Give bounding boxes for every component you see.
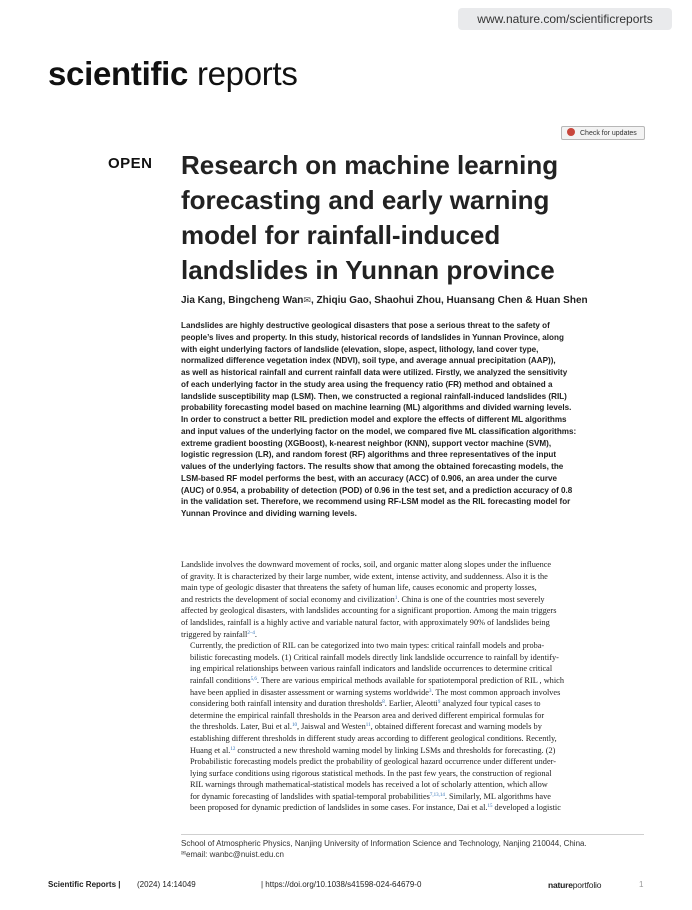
body-line xyxy=(190,687,644,699)
abstract-line: Yunnan Province and dividing warning levels. xyxy=(181,509,357,518)
body-text: developed a logistic xyxy=(492,803,561,813)
body-line xyxy=(190,710,644,722)
body-text: of landslides, rainfall is a highly active and variable natural factor, with approximately 90% of landslides being xyxy=(181,617,550,627)
article-body xyxy=(181,559,644,814)
authors-before: Jia Kang, Bingcheng Wan xyxy=(181,295,304,306)
body-line xyxy=(190,640,644,652)
body-text: constructed a new threshold warning model by linking LSMs and thresholds for forecasting. (2) xyxy=(235,745,556,755)
body-text: of gravity. It is characterized by their large number, wide extent, intense activity, and suddenness. Also it is the xyxy=(181,571,548,581)
body-text: . There are various empirical methods available for spatiotemporal prediction of RIL , which xyxy=(256,675,564,685)
body-line xyxy=(190,756,644,768)
body-text: ing empirical relationships between various rainfall indicators and landslide occurrences to determine critical xyxy=(190,664,553,674)
body-line xyxy=(190,802,644,814)
abstract-line: probability forecasting model based on machine learning (ML) algorithms and divided warning levels. xyxy=(181,403,572,413)
abstract-line: Landslides are highly destructive geological disasters that pose a serious threat to the safety of xyxy=(181,321,550,330)
author-list xyxy=(181,295,651,306)
abstract-line: values of the underlying factors. The results show that among the obtained forecasting models, the xyxy=(181,462,564,471)
body-text: rainfall conditions xyxy=(190,675,251,685)
affiliation-text: School of Atmospheric Physics, Nanjing University of Information Science and Technology, Nanjing 210044, China. xyxy=(181,839,587,848)
body-paragraph-1 xyxy=(181,559,644,640)
body-text: for dynamic forecasting of landslides with spatial-temporal probabilities xyxy=(190,791,430,801)
email-text: email: wanbc@nuist.edu.cn xyxy=(186,850,284,859)
body-line xyxy=(190,663,644,675)
body-text: analyzed four typical cases to xyxy=(440,699,541,709)
body-line xyxy=(181,617,644,629)
body-text: triggered by rainfall xyxy=(181,629,248,639)
body-paragraph-2 xyxy=(181,640,644,814)
citation-ref[interactable]: 2–4 xyxy=(247,630,255,636)
citation-ref[interactable]: 1 xyxy=(394,595,398,601)
article-title xyxy=(181,148,651,288)
citation-ref[interactable]: 10 xyxy=(291,723,297,729)
correspondence-email[interactable] xyxy=(181,849,644,860)
abstract-line: of each underlying factor in the study area using the frequency ratio (FR) method and obtained a xyxy=(181,379,553,389)
crossmark-icon xyxy=(567,128,575,136)
body-text: RIL warnings through mathematical-statistical models has received a lot of scholarly attention, which allow xyxy=(190,780,548,790)
body-text: Probabilistic forecasting models predict the probability of geological hazard occurrence under different under- xyxy=(190,757,556,767)
journal-logo-regular: reports xyxy=(196,55,298,92)
abstract-line: LSM-based RF model performs the best, with an accuracy (ACC) of 0.906, an area under the curve xyxy=(181,473,558,483)
publisher-logo xyxy=(548,880,601,890)
body-text: . xyxy=(254,629,257,639)
citation-ref[interactable]: 11 xyxy=(365,723,371,729)
body-line xyxy=(181,594,644,606)
body-line xyxy=(190,779,644,791)
title-line: forecasting and early warning xyxy=(181,185,550,215)
body-text: been proposed for dynamic prediction of landslides in some cases. For instance, Dai et al. xyxy=(190,803,488,813)
abstract-line: normalized difference vegetation index (NDVI), soil type, and average annual precipitation (AAP)), xyxy=(181,356,556,366)
authors-after: , Zhiqiu Gao, Shaohui Zhou, Huansang Chen & Huan Shen xyxy=(310,295,588,306)
body-line xyxy=(190,652,644,664)
body-line xyxy=(190,791,644,803)
body-text: . Earlier, Aleotti xyxy=(384,699,438,709)
body-line xyxy=(181,571,644,583)
body-text: establishing different thresholds in different study areas according to different geological conditions. Recently, xyxy=(190,733,557,743)
body-line xyxy=(181,629,644,641)
body-line xyxy=(190,721,644,733)
page-number: 1 xyxy=(639,880,644,889)
body-text: lying surface conditions using rigorous statistical methods. In the past few years, the construction of regional xyxy=(190,768,552,778)
journal-logo-bold: scientific xyxy=(48,55,189,92)
email-envelope-icon: ✉ xyxy=(181,851,187,857)
title-line: Research on machine learning xyxy=(181,150,559,180)
citation-ref[interactable]: 15 xyxy=(487,804,493,810)
body-text: , obtained different forecast and warning models by xyxy=(370,722,542,732)
body-text: . China is one of the countries most severely xyxy=(397,594,545,604)
body-text: , Jaiswal and Westen xyxy=(296,722,366,732)
abstract-line: as well as historical rainfall and current rainfall data were utilized. Firstly, we analyzed the sensitivity xyxy=(181,368,568,377)
body-text: bilistic forecasting models. (1) Critical rainfall models directly link landslide occurrence to rainfall by identify- xyxy=(190,652,559,662)
body-line xyxy=(190,698,644,710)
body-text: considering both rainfall intensity and duration thresholds xyxy=(190,699,383,709)
body-text: and restricts the development of social economy and civilization xyxy=(181,594,395,604)
body-text: . Similarly, ML algorithms have xyxy=(444,791,551,801)
title-line: model for rainfall-induced xyxy=(181,220,501,250)
abstract-line: landslide susceptibility map (LSM). Then, we constructed a regional rainfall-induced landslides (RIL) xyxy=(181,391,567,401)
citation-ref[interactable]: 12 xyxy=(230,746,236,752)
footer-doi-link[interactable]: | https://doi.org/10.1038/s41598-024-64679-0 xyxy=(261,880,422,889)
citation-ref[interactable]: 7,13,14 xyxy=(429,792,445,798)
body-text: have been applied in disaster assessment or warning systems worldwide xyxy=(190,687,429,697)
citation-ref[interactable]: 8 xyxy=(382,700,385,706)
body-line xyxy=(190,768,644,780)
footer-journal-name: Scientific Reports | xyxy=(48,880,121,889)
publisher-logo-regular: portfolio xyxy=(572,880,602,890)
footnote-divider xyxy=(181,834,644,835)
body-line xyxy=(181,559,644,571)
body-line xyxy=(190,745,644,757)
body-text: Landslide involves the downward movement of rocks, soil, and organic matter along slopes under the influence xyxy=(181,560,552,569)
affiliation-footnote xyxy=(181,838,644,860)
abstract-line: logistic regression (LR), and random forest (RF) algorithms and three representatives of the input xyxy=(181,450,557,460)
citation-ref[interactable]: 3 xyxy=(428,688,432,694)
body-text: the thresholds. Later, Bui et al. xyxy=(190,722,292,732)
abstract-line: extreme gradient boosting (XGBoost), k-nearest neighbor (KNN), support vector machine (SVM), xyxy=(181,438,552,448)
body-line xyxy=(190,733,644,745)
journal-logo[interactable] xyxy=(48,55,298,93)
check-for-updates-label: Check for updates xyxy=(580,130,637,137)
body-line xyxy=(181,582,644,594)
body-line xyxy=(190,675,644,687)
abstract-line: and input values of the underlying factor on the model, we compared five ML classification algorithms: xyxy=(181,426,577,436)
body-text: . The most common approach involves xyxy=(431,687,561,697)
open-access-label: OPEN xyxy=(108,155,153,172)
body-text: Currently, the prediction of RIL can be categorized into two main types: critical rainfall models and proba- xyxy=(190,641,545,651)
body-text: Huang et al. xyxy=(190,745,231,755)
footer-citation: (2024) 14:14049 xyxy=(137,880,196,889)
citation-ref[interactable]: 9 xyxy=(437,700,441,706)
body-line xyxy=(181,605,644,617)
abstract xyxy=(181,320,644,520)
body-text: main type of geologic disaster that threatens the safety of human life, causes economic and property losses, xyxy=(181,583,537,593)
abstract-line: with eight underlying factors of landslide (elevation, slope, aspect, lithology, land cover type, xyxy=(181,344,539,354)
abstract-line: In order to construct a better RIL prediction model and explore the effects of different ML algorithms xyxy=(181,415,567,424)
title-line: landslides in Yunnan province xyxy=(181,255,555,285)
body-text: determine the empirical rainfall thresholds in the Pearson area and derived different empirical formulas for xyxy=(190,710,545,720)
abstract-line: (AUC) of 0.954, a probability of detection (POD) of 0.96 in the test set, and a prediction accuracy of 0.8 xyxy=(181,485,573,495)
site-url-bar[interactable]: www.nature.com/scientificreports xyxy=(458,8,672,30)
abstract-line: in the validation set. Therefore, we recommend using RF-LSM model as the RIL forecasting model for xyxy=(181,497,571,507)
publisher-logo-bold: nature xyxy=(548,880,573,890)
body-text: affected by geological disasters, with landslides accounting for a significant proportion. Among the main triggers xyxy=(181,606,557,616)
check-for-updates-button[interactable] xyxy=(561,126,645,140)
email-envelope-icon[interactable]: ✉ xyxy=(303,295,311,305)
citation-ref[interactable]: 5,6 xyxy=(250,676,257,682)
abstract-line: people’s lives and property. In this study, historical records of landslides in Yunnan Province, along xyxy=(181,332,564,342)
